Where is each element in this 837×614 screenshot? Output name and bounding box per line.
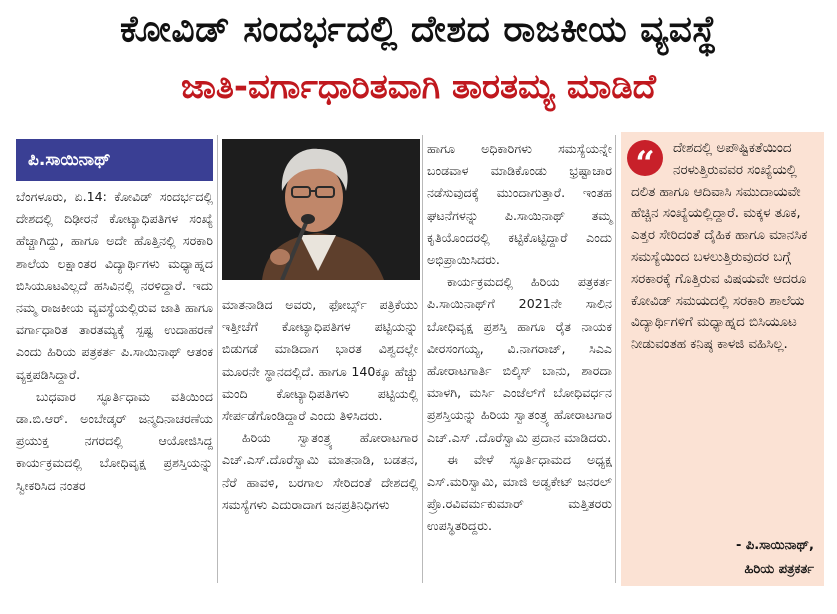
pull-quote-box: [621, 132, 824, 586]
headline-line-2: ಜಾತಿ-ವರ್ಗಾಧಾರಿತವಾಗಿ ತಾರತಮ್ಯ ಮಾಡಿದೆ: [181, 67, 656, 107]
photo-illustration: [222, 139, 420, 280]
column-divider: [217, 135, 218, 583]
article-column-3: [427, 138, 612, 538]
column-divider: [615, 135, 616, 583]
speaker-photo: [222, 139, 420, 280]
paragraph: ಮಾತನಾಡಿದ ಅವರು, ಫೋರ್ಬ್ಸ್ ಪತ್ರಿಕೆಯು ಇತ್ತೀಚೆಗೆ ಕೋಟ್ಯಾಧಿಪತಿಗಳ ಪಟ್ಟಿಯನ್ನು ಬಿಡುಗಡೆ ಮಾಡಿದಾಗ ಭಾರತ ವಿಶ್ವದಲ್ಲೇ ಮೂರನೇ ಸ್ಥಾನದಲ್ಲಿದೆ. ಹಾಗೂ 140ಕ್ಕೂ ಹೆಚ್ಚು ಮಂದಿ ಕೋಟ್ಯಾಧಿಪತಿಗಳು ಪಟ್ಟಿಯಲ್ಲಿ ಸೇರ್ಪಡೆಗೊಂಡಿದ್ದಾರೆ ಎಂದು ತಿಳಿಸಿದರು.: [222, 297, 418, 424]
pull-quote-author: - ಪಿ.ಸಾಯಿನಾಥ್,: [735, 538, 814, 553]
column-divider: [422, 135, 423, 583]
paragraph: ಬೆಂಗಳೂರು, ಏ.14: ಕೋವಿಡ್ ಸಂದರ್ಭದಲ್ಲಿ ದೇಶದಲ್ಲಿ ದಿಢೀರನೆ ಕೋಟ್ಯಾಧಿಪತಿಗಳ ಸಂಖ್ಯೆ ಹೆಚ್ಚಾಗಿದ್ದು, ಹಾಗೂ ಅದೇ ಹೊತ್ತಿನಲ್ಲಿ ಸರಕಾರಿ ಶಾಲೆಯ ಲಕ್ಷಾಂತರ ವಿದ್ಯಾರ್ಥಿಗಳು ಮಧ್ಯಾಹ್ನದ ಬಿಸಿಯೂಟವಿಲ್ಲದೆ ಹಸಿವಿನಲ್ಲಿ ನರಳಿದ್ದಾರೆ. ಇದು ನಮ್ಮ ರಾಜಕೀಯ ವ್ಯವಸ್ಥೆಯಲ್ಲಿರುವ ಜಾತಿ ಹಾಗೂ ವರ್ಗಾಧಾರಿತ ತಾರತಮ್ಯಕ್ಕೆ ಸ್ಪಷ್ಟ ಉದಾಹರಣೆ ಎಂದು ಹಿರಿಯ ಪತ್ರಕರ್ತ ಪಿ.ಸಾಯಿನಾಥ್ ಆತಂಕ ವ್ಯಕ್ತಪಡಿಸಿದ್ದಾರೆ.: [16, 189, 213, 382]
pull-quote-text: ದೇಶದಲ್ಲಿ ಅಪೌಷ್ಟಿಕತೆಯಿಂದ ನರಳುತ್ತಿರುವವರ ಸಂಖ್ಯೆಯಲ್ಲಿ ದಲಿತ ಹಾಗೂ ಆದಿವಾಸಿ ಸಮುದಾಯವೇ ಹೆಚ್ಚಿನ ಸಂಖ್ಯೆಯಲ್ಲಿದ್ದಾರೆ. ಮಕ್ಕಳ ತೂಕ, ಎತ್ತರ ಸೇರಿದಂತೆ ದೈಹಿಕ ಹಾಗೂ ಮಾನಸಿಕ ಸಮಸ್ಯೆಯಿಂದ ಬಳಲುತ್ತಿರುವುದರ ಬಗ್ಗೆ ಸರಕಾರಕ್ಕೆ ಗೊತ್ತಿರುವ ವಿಷಯವೇ ಆದರೂ ಕೋವಿಡ್ ಸಮಯದಲ್ಲಿ ಸರಕಾರಿ ಶಾಲೆಯ ವಿದ್ಯಾರ್ಥಿಗಳಿಗೆ ಮಧ್ಯಾಹ್ನದ ಬಿಸಿಯೂಟ ನೀಡುವಂತಹ ಕನಿಷ್ಠ ಕಾಳಜಿ ವಹಿಸಿಲ್ಲ.: [631, 141, 808, 353]
byline-banner: ಪಿ.ಸಾಯಿನಾಥ್: [16, 139, 213, 181]
paragraph: ಬುಧವಾರ ಸ್ಫೂರ್ತಿಧಾಮ ವತಿಯಿಂದ ಡಾ.ಬಿ.ಆರ್. ಅಂಬೇಡ್ಕರ್ ಜನ್ಮದಿನಾಚರಣೆಯ ಪ್ರಯುಕ್ತ ನಗರದಲ್ಲಿ ಆಯೋಜಿಸಿದ್ದ ಕಾರ್ಯಕ್ರಮದಲ್ಲಿ ಬೋಧಿವೃಕ್ಷ ಪ್ರಶಸ್ತಿಯನ್ನು ಸ್ವೀಕರಿಸಿದ ನಂತರ: [16, 388, 213, 493]
paragraph: ಹಿರಿಯ ಸ್ವಾತಂತ್ರ್ಯ ಹೋರಾಟಗಾರ ಎಚ್.ಎಸ್.ದೊರೆಸ್ವಾಮಿ ಮಾತನಾಡಿ, ಬಡತನ, ನೆರೆ ಹಾವಳಿ, ಬರಗಾಲ ಸೇರಿದಂತೆ ದೇಶದಲ್ಲಿ ಸಮಸ್ಯೆಗಳು ಎದುರಾದಾಗ ಜನಪ್ರತಿನಿಧಿಗಳು: [222, 430, 418, 512]
quote-mark-icon: “: [627, 140, 663, 176]
article-column-1: [16, 186, 213, 497]
pull-quote-role: ಹಿರಿಯ ಪತ್ರಕರ್ತ: [744, 562, 814, 577]
paragraph: ಈ ವೇಳೆ ಸ್ಫೂರ್ತಿಧಾಮದ ಅಧ್ಯಕ್ಷ ಎಸ್.ಮರಿಸ್ವಾಮಿ, ಮಾಜಿ ಅಡ್ವಕೇಟ್ ಜನರಲ್ ಪ್ರೊ.ರವಿವರ್ಮಕುಮಾರ್ ಮತ್ತಿತರರು ಉಪಸ್ಥಿತರಿದ್ದರು.: [427, 451, 612, 534]
paragraph: ಕಾರ್ಯಕ್ರಮದಲ್ಲಿ ಹಿರಿಯ ಪತ್ರಕರ್ತ ಪಿ.ಸಾಯಿನಾಥ್‌ಗೆ 2021ನೇ ಸಾಲಿನ ಬೋಧಿವೃಕ್ಷ ಪ್ರಶಸ್ತಿ ಹಾಗೂ ರೈತ ನಾಯಕ ವೀರಸಂಗಯ್ಯ, ವಿ.ನಾಗರಾಜ್, ಸಿಎಎ ಹೋರಾಟಗಾರ್ತಿ ಬಿಲ್ಕಿಸ್ ಬಾನು, ಶಾರದಾ ಮಾಳಗಿ, ಮರ್ಸಿ ಎಂಜೆಲ್‌ಗೆ ಬೋಧಿವರ್ಧನ ಪ್ರಶಸ್ತಿಯನ್ನು ಹಿರಿಯ ಸ್ವಾತಂತ್ರ್ಯ ಹೋರಾಟಗಾರ ಎಚ್.ಎಸ್ .ದೊರೆಸ್ವಾಮಿ ಪ್ರದಾನ ಮಾಡಿದರು.: [427, 274, 612, 445]
paragraph: ಹಾಗೂ ಅಧಿಕಾರಿಗಳು ಸಮಸ್ಯೆಯನ್ನೇ ಬಂಡವಾಳ ಮಾಡಿಕೊಂಡು ಭ್ರಷ್ಟಾಚಾರ ನಡೆಸುವುದಕ್ಕೆ ಮುಂದಾಗುತ್ತಾರೆ. ಇಂತಹ ಘಟನೆಗಳನ್ನು ಪಿ.ಸಾಯಿನಾಥ್ ತಮ್ಮ ಕೃತಿಯೊಂದರಲ್ಲಿ ಕಟ್ಟಿಕೊಟ್ಟಿದ್ದಾರೆ ಎಂದು ಅಭಿಪ್ರಾಯಿಸಿದರು.: [427, 141, 612, 268]
article-column-2: [222, 294, 418, 516]
headline-line-1: ಕೋವಿಡ್ ಸಂದರ್ಭದಲ್ಲಿ ದೇಶದ ರಾಜಕೀಯ ವ್ಯವಸ್ಥೆ: [119, 9, 718, 50]
